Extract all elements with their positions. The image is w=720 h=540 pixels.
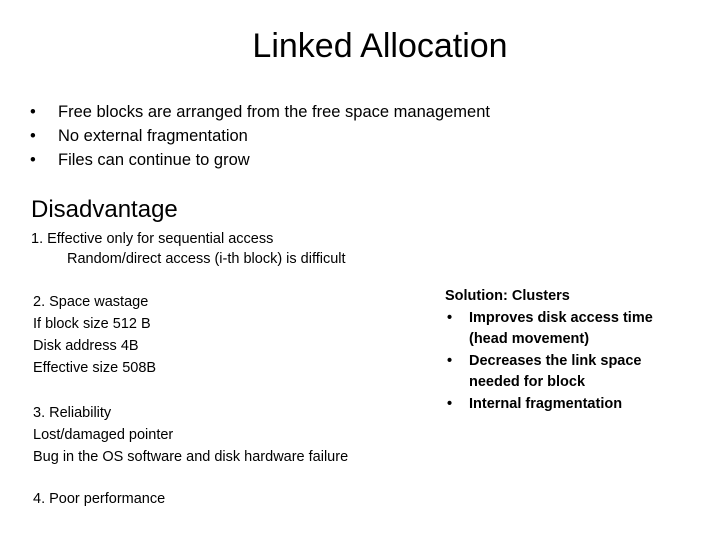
text-line: Effective size 508B xyxy=(33,360,157,376)
text-line: 3. Reliability xyxy=(33,405,112,421)
disadvantage-item-1 xyxy=(31,229,346,269)
bullet-dot-icon: • xyxy=(30,127,36,145)
bullet-dot-icon: • xyxy=(30,151,36,169)
disadvantage-item-2 xyxy=(33,291,156,379)
text-line: Bug in the OS software and disk hardware failure xyxy=(33,449,349,465)
feature-bullet-list xyxy=(30,100,490,172)
bullet-dot-icon: • xyxy=(447,395,453,412)
solution-item xyxy=(445,394,653,416)
bullet-text: No external fragmentation xyxy=(58,127,248,145)
text-line: If block size 512 B xyxy=(33,316,151,332)
text-line: 4. Poor performance xyxy=(33,491,166,507)
solution-item-line: Internal fragmentation xyxy=(469,395,623,412)
disadvantage-item-3 xyxy=(33,402,348,468)
solution-heading: Solution: Clusters xyxy=(445,288,570,304)
item-1-line: 1. Effective only for sequential access xyxy=(31,231,274,247)
solution-item xyxy=(445,351,653,394)
solution-box xyxy=(445,286,653,415)
text-line: Disk address 4B xyxy=(33,338,139,354)
solution-item-line: Improves disk access time xyxy=(469,309,653,326)
solution-item-subline: (head movement) xyxy=(469,331,590,347)
slide-title: Linked Allocation xyxy=(252,27,508,65)
solution-item-subline: needed for block xyxy=(469,374,586,390)
bullet-text: Free blocks are arranged from the free space management xyxy=(58,103,490,121)
bullet-dot-icon: • xyxy=(447,309,453,326)
bullet-item xyxy=(30,148,490,172)
solution-item-line: Decreases the link space xyxy=(469,352,642,369)
bullet-text: Files can continue to grow xyxy=(58,151,250,169)
text-line: Lost/damaged pointer xyxy=(33,427,174,443)
bullet-dot-icon: • xyxy=(447,352,453,369)
text-line: 2. Space wastage xyxy=(33,294,149,310)
item-1-subline: Random/direct access (i-th block) is difficult xyxy=(67,251,346,267)
bullet-dot-icon: • xyxy=(30,103,36,121)
bullet-item xyxy=(30,100,490,124)
bullet-item xyxy=(30,124,490,148)
disadvantage-heading: Disadvantage xyxy=(31,196,178,223)
disadvantage-item-4 xyxy=(33,488,165,510)
solution-item xyxy=(445,308,653,351)
